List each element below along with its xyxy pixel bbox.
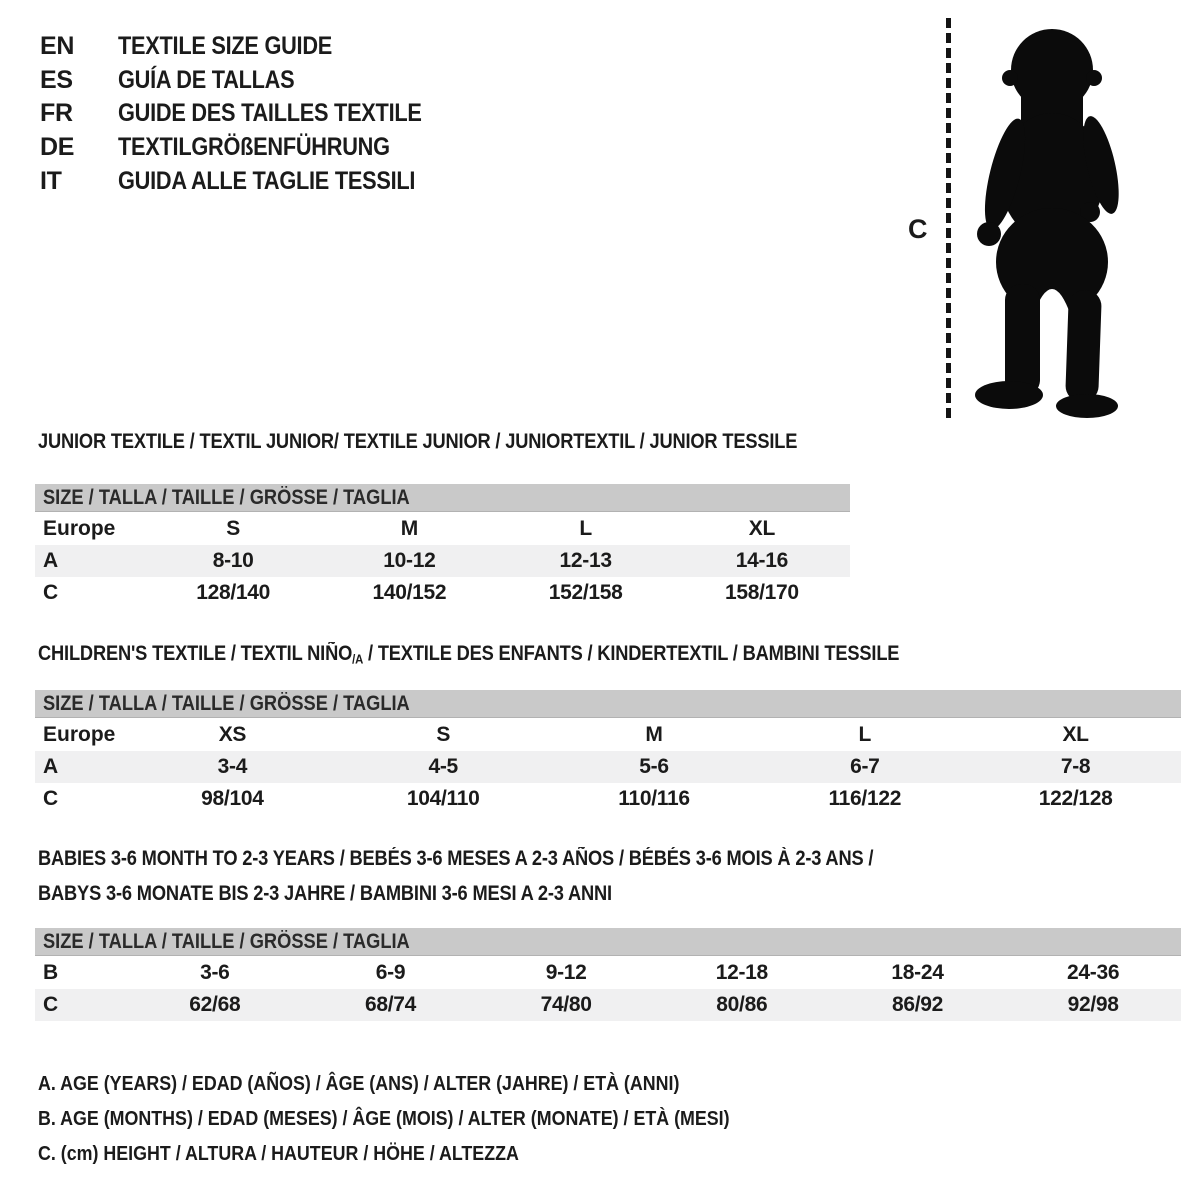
- language-code: DE: [40, 133, 75, 162]
- table-cell: 6-9: [375, 961, 406, 984]
- children-section-title: CHILDREN'S TEXTILE / TEXTIL $NIÑO_{/A}$ / TEXTILE DES ENFANTS / KINDERTEXTIL / BAMBINI TESSILE: [38, 642, 900, 667]
- table-cell: L: [579, 517, 592, 540]
- table-cell: S: [436, 723, 451, 746]
- table-cell: 92/98: [1067, 993, 1119, 1016]
- size-header-bar: SIZE / TALLA / TAILLE / GRÖSSE / TAGLIA: [35, 484, 850, 512]
- legend-line-a: A. AGE (YEARS) / EDAD (AÑOS) / ÂGE (ANS) / ALTER (JAHRE) / ETÀ (ANNI): [38, 1071, 680, 1095]
- children-size-table: [35, 690, 1181, 815]
- table-row-age: [35, 545, 850, 577]
- table-cell: 128/140: [196, 581, 271, 604]
- table-cell: 104/110: [406, 787, 480, 810]
- table-cell: 158/170: [724, 581, 799, 604]
- language-code: EN: [40, 32, 75, 61]
- row-label: A: [43, 755, 59, 778]
- language-code: FR: [40, 99, 73, 128]
- table-cell: 98/104: [201, 787, 264, 810]
- table-cell: 6-7: [850, 755, 880, 778]
- table-row-europe: [35, 513, 850, 545]
- table-cell: 62/68: [189, 993, 241, 1016]
- table-cell: 18-24: [891, 961, 944, 984]
- row-label: Europe: [43, 517, 116, 540]
- babies-size-table: [35, 928, 1181, 1021]
- table-cell: 7-8: [1060, 755, 1091, 778]
- language-row-es: [40, 64, 467, 98]
- language-title: TEXTILGRÖßENFÜHRUNG: [118, 133, 390, 162]
- legend-line-c: C. (cm) HEIGHT / ALTURA / HAUTEUR / HÖHE / ALTEZZA: [38, 1141, 519, 1165]
- table-cell: M: [645, 723, 663, 746]
- language-title: GUIDA ALLE TAGLIE TESSILI: [118, 166, 416, 195]
- language-row-it: [40, 164, 467, 198]
- table-row-height: [35, 577, 850, 609]
- table-row-height: [35, 989, 1181, 1021]
- table-cell: L: [858, 723, 872, 746]
- row-label: B: [43, 961, 59, 984]
- table-cell: 74/80: [540, 993, 592, 1016]
- table-cell: M: [400, 517, 418, 540]
- table-row-months: [35, 957, 1181, 989]
- language-title-list: [40, 30, 467, 198]
- table-cell: 152/158: [548, 581, 623, 604]
- table-cell: 3-4: [217, 755, 248, 778]
- language-code: ES: [40, 65, 73, 94]
- legend-line-b: B. AGE (MONTHS) / EDAD (MESES) / ÂGE (MOIS) / ALTER (MONATE) / ETÀ (MESI): [38, 1106, 730, 1130]
- table-cell: 12-13: [559, 549, 612, 572]
- language-code: IT: [40, 166, 62, 195]
- language-title: GUIDE DES TAILLES TEXTILE: [118, 99, 422, 128]
- language-title: GUÍA DE TALLAS: [118, 65, 295, 94]
- table-cell: 3-6: [200, 961, 230, 984]
- table-cell: 9-12: [545, 961, 587, 984]
- language-title: TEXTILE SIZE GUIDE: [118, 32, 333, 61]
- table-row-height: [35, 783, 1181, 815]
- measurement-legend: [38, 1066, 833, 1171]
- row-label: C: [43, 581, 59, 604]
- junior-size-table: [35, 484, 850, 609]
- row-label: Europe: [43, 723, 116, 746]
- table-cell: 4-5: [428, 755, 458, 778]
- row-label: A: [43, 549, 59, 572]
- junior-section-title: JUNIOR TEXTILE / TEXTIL JUNIOR/ TEXTILE JUNIOR / JUNIORTEXTIL / JUNIOR TESSILE: [38, 430, 798, 453]
- table-cell: 80/86: [716, 993, 768, 1016]
- table-cell: XL: [748, 517, 775, 540]
- table-cell: 12-18: [715, 961, 768, 984]
- table-cell: 5-6: [639, 755, 669, 778]
- table-cell: 8-10: [212, 549, 254, 572]
- table-cell: 116/122: [828, 787, 902, 810]
- height-measure-dashed-line: [946, 18, 951, 418]
- table-cell: 122/128: [1038, 787, 1113, 810]
- table-cell: 110/116: [618, 787, 690, 810]
- height-measure-label: C: [908, 214, 928, 244]
- language-row-de: [40, 131, 467, 165]
- table-cell: XS: [218, 723, 247, 746]
- table-cell: 68/74: [364, 993, 417, 1016]
- table-row-age: [35, 751, 1181, 783]
- babies-section-title-line1: BABIES 3-6 MONTH TO 2-3 YEARS / BEBÉS 3-6 MESES A 2-3 AÑOS / BÉBÉS 3-6 MOIS À 2-3 ANS /: [38, 847, 874, 870]
- table-cell: 24-36: [1067, 961, 1120, 984]
- size-header-bar: SIZE / TALLA / TAILLE / GRÖSSE / TAGLIA: [35, 928, 1181, 956]
- table-cell: 14-16: [735, 549, 788, 572]
- table-cell: 140/152: [372, 581, 447, 604]
- row-label: C: [43, 787, 59, 810]
- babies-section-title-line2: BABYS 3-6 MONATE BIS 2-3 JAHRE / BAMBINI 3-6 MESI A 2-3 ANNI: [38, 882, 612, 905]
- table-cell: S: [226, 517, 240, 540]
- table-cell: XL: [1062, 723, 1089, 746]
- toddler-silhouette-icon: [963, 22, 1141, 420]
- language-row-en: [40, 30, 467, 64]
- language-row-fr: [40, 97, 467, 131]
- table-row-europe: [35, 719, 1181, 751]
- table-cell: 10-12: [383, 549, 436, 572]
- table-cell: 86/92: [891, 993, 944, 1016]
- size-header-bar: SIZE / TALLA / TAILLE / GRÖSSE / TAGLIA: [35, 690, 1181, 718]
- row-label: C: [43, 993, 59, 1016]
- nino-a-subscript: /A: [352, 651, 364, 667]
